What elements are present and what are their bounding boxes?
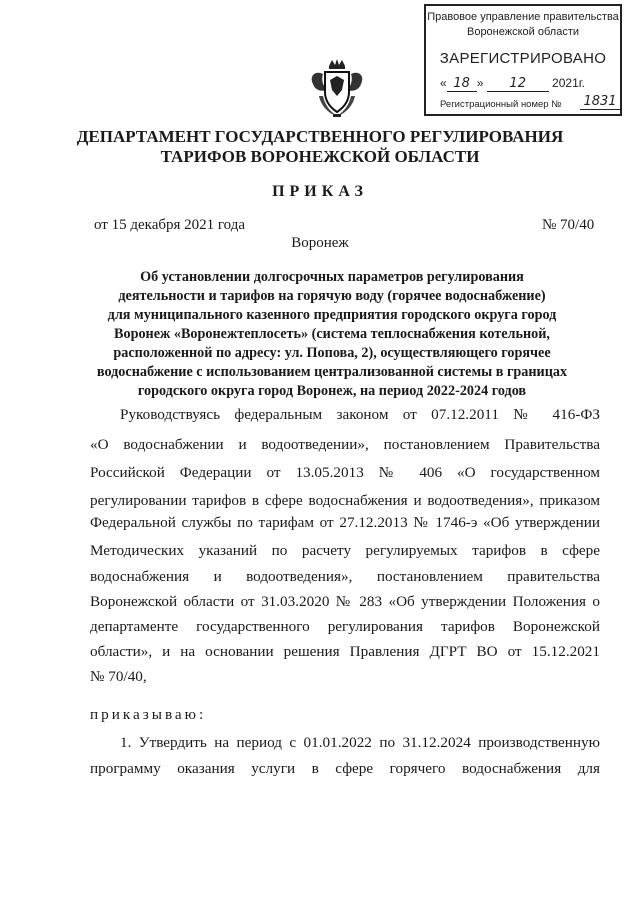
order-date: от 15 декабря 2021 года	[94, 217, 246, 233]
item-line: 1. Утвердить на период с 01.01.2022 по 31.12.2024 производственную	[120, 734, 600, 751]
stamp-date-line: « 18 » 12 2021г.	[440, 76, 585, 91]
body-line: водоснабжения и водоотведения», постановлением правительства	[90, 568, 600, 585]
subject-line: Об установлении долгосрочных параметров регулирования	[140, 269, 524, 285]
stamp-reg-number: 1831	[580, 94, 620, 110]
subject-line: Воронеж «Воронежтеплосеть» (система теплоснабжения котельной,	[114, 326, 550, 342]
order-number: № 70/40	[542, 217, 595, 233]
order-subject	[72, 268, 592, 401]
body-line: области», и на основании решения Правления ДГРТ ВО от 15.12.2021	[90, 643, 600, 660]
stamp-date-day: 18	[447, 76, 477, 92]
stamp-authority-line2: Воронежской области	[466, 26, 579, 38]
stamp-authority-line1: Правовое управление правительства	[427, 11, 619, 23]
subject-line: деятельности и тарифов на горячую воду (горячее водоснабжение)	[118, 288, 546, 304]
subject-line: водоснабжение с использованием централизованной системы в границах	[96, 364, 568, 380]
stamp-number-line	[440, 94, 617, 110]
stamp-date-year-suffix: 1г.	[572, 76, 585, 90]
document-type-heading: ПРИКАЗ	[272, 183, 368, 200]
department-title-line1: ДЕПАРТАМЕНТ ГОСУДАРСТВЕННОГО РЕГУЛИРОВАНИЯ	[76, 127, 564, 146]
order-city: Воронеж	[291, 235, 349, 251]
subject-line: для муниципального казенного предприятия городского округа город	[107, 307, 557, 323]
order-directive-word: приказываю:	[90, 706, 207, 723]
subject-line: городского округа город Воронеж, на период 2022-2024 годов	[137, 383, 527, 399]
body-line: Руководствуясь федеральным законом от 07.12.2011 № 416-ФЗ	[120, 406, 600, 423]
body-line: № 70/40,	[90, 668, 147, 685]
item-line: программу оказания услуги в сфере горячего водоснабжения для	[90, 760, 600, 777]
body-line: Федеральной службы по тарифам от 27.12.2013 № 1746-э «Об утверждении	[90, 514, 600, 531]
body-line: «О водоснабжении и водоотведении», постановлением Правительства	[90, 436, 600, 453]
coat-of-arms-emblem	[305, 56, 369, 120]
stamp-date-year-prefix: 202	[552, 76, 573, 90]
body-line: Российской Федерации от 13.05.2013 № 406 «О государственном	[90, 464, 600, 481]
stamp-reg-number-label: Регистрационный номер №	[440, 99, 562, 110]
stamp-registered-label: ЗАРЕГИСТРИРОВАНО	[439, 50, 607, 67]
body-line: Методических указаний по расчету регулируемых тарифов в сфере	[90, 542, 600, 559]
body-line: регулировании тарифов в сфере водоснабжения и водоотведения», приказом	[90, 492, 600, 509]
stamp-date-month: 12	[487, 76, 549, 92]
department-title-line2: ТАРИФОВ ВОРОНЕЖСКОЙ ОБЛАСТИ	[160, 147, 480, 166]
body-line: департаменте государственного регулирования тарифов Воронежской	[90, 618, 600, 635]
subject-line: расположенной по адресу: ул. Попова, 2), осуществляющего горячее	[113, 345, 551, 361]
body-line: Воронежской области от 31.03.2020 № 283 «Об утверждении Положения о	[90, 593, 600, 610]
registration-stamp	[424, 4, 622, 116]
